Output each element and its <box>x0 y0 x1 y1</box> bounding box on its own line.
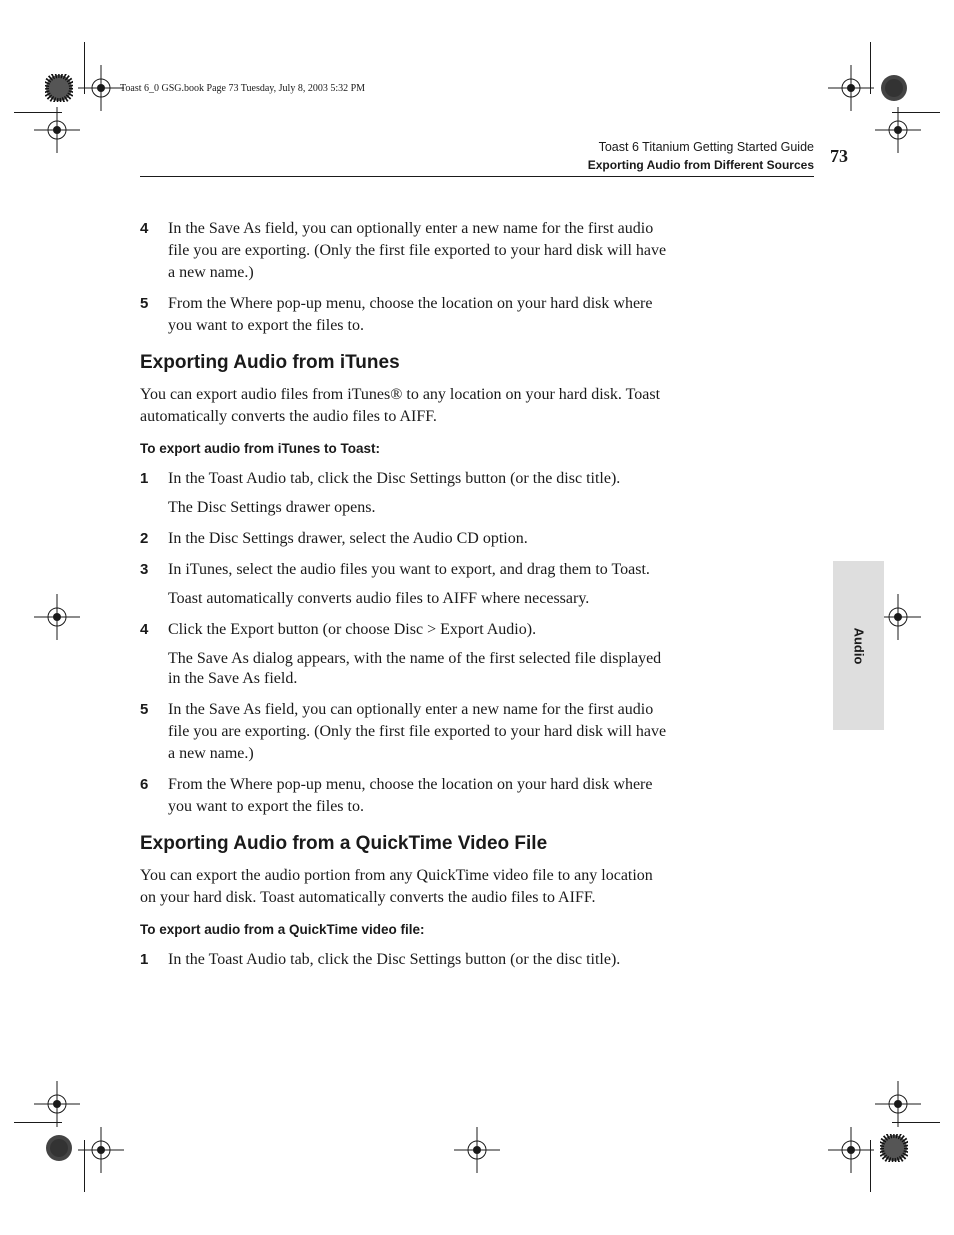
step-number: 5 <box>140 701 149 718</box>
running-header-title: Toast 6 Titanium Getting Started Guide <box>598 140 814 154</box>
step-item <box>140 218 670 284</box>
step-number: 2 <box>140 530 149 547</box>
step-number: 4 <box>140 220 149 237</box>
step-result: The Save As dialog appears, with the name of the first selected file displayed in the Save As field. <box>168 650 662 687</box>
registration-mark-icon <box>875 1081 921 1127</box>
starburst-mark-icon <box>880 74 908 102</box>
step-text: From the Where pop-up menu, choose the location on your hard disk where you want to export the files to. <box>168 295 653 334</box>
step-number: 5 <box>140 295 149 312</box>
step-text: In the Save As field, you can optionally enter a new name for the first audio file you are exporting. (Only the first file exported to your hard disk will have a new name.) <box>168 701 667 762</box>
registration-mark-icon <box>34 594 80 640</box>
step-text: Click the Export button (or choose Disc > Export Audio). <box>168 621 537 638</box>
step-result: Toast automatically converts audio files to AIFF where necessary. <box>168 590 590 607</box>
step-item <box>140 528 670 550</box>
step-item <box>140 774 670 818</box>
step-text: From the Where pop-up menu, choose the location on your hard disk where you want to export the files to. <box>168 776 653 815</box>
section-paragraph: You can export the audio portion from any QuickTime video file to any location on your hard disk. Toast automatically converts the audio files to AIFF. <box>140 867 653 906</box>
registration-mark-icon <box>828 65 874 111</box>
starburst-mark-icon <box>45 1134 73 1162</box>
step-number: 6 <box>140 776 149 793</box>
chapter-tab <box>833 561 884 730</box>
registration-mark-icon <box>78 65 124 111</box>
procedure-heading: To export audio from iTunes to Toast: <box>140 441 380 456</box>
step-item <box>140 293 670 337</box>
chapter-tab-label: Audio <box>851 627 866 664</box>
header-rule <box>140 176 814 177</box>
registration-mark-icon <box>34 1081 80 1127</box>
step-item <box>140 949 670 971</box>
registration-mark-icon <box>78 1127 124 1173</box>
step-item <box>140 468 670 490</box>
step-number: 3 <box>140 561 149 578</box>
step-result: The Disc Settings drawer opens. <box>168 499 376 516</box>
registration-mark-icon <box>454 1127 500 1173</box>
running-header-section: Exporting Audio from Different Sources <box>587 158 814 172</box>
step-number: 1 <box>140 470 149 487</box>
step-item <box>140 619 670 641</box>
registration-mark-icon <box>34 107 80 153</box>
step-number: 4 <box>140 621 149 638</box>
registration-mark-icon <box>875 107 921 153</box>
step-text: In the Toast Audio tab, click the Disc Settings button (or the disc title). <box>168 951 621 968</box>
starburst-mark-icon <box>880 1134 908 1162</box>
page-content <box>140 218 670 980</box>
starburst-mark-icon <box>45 74 73 102</box>
registration-mark-icon <box>828 1127 874 1173</box>
section-heading-itunes: Exporting Audio from iTunes <box>140 352 400 373</box>
step-item <box>140 559 670 581</box>
page-number: 73 <box>830 146 848 166</box>
step-item <box>140 699 670 765</box>
step-text: In the Disc Settings drawer, select the Audio CD option. <box>168 530 528 547</box>
step-number: 1 <box>140 951 149 968</box>
step-text: In the Toast Audio tab, click the Disc Settings button (or the disc title). <box>168 470 621 487</box>
step-text: In iTunes, select the audio files you want to export, and drag them to Toast. <box>168 561 650 578</box>
section-paragraph: You can export audio files from iTunes® to any location on your hard disk. Toast automatically converts the audio files to AIFF. <box>140 386 661 425</box>
print-slug: Toast 6_0 GSG.book Page 73 Tuesday, July 8, 2003 5:32 PM <box>120 83 366 94</box>
procedure-heading: To export audio from a QuickTime video file: <box>140 922 425 937</box>
section-heading-quicktime: Exporting Audio from a QuickTime Video File <box>140 833 548 854</box>
step-text: In the Save As field, you can optionally enter a new name for the first audio file you are exporting. (Only the first file exported to your hard disk will have a new name.) <box>168 220 667 281</box>
